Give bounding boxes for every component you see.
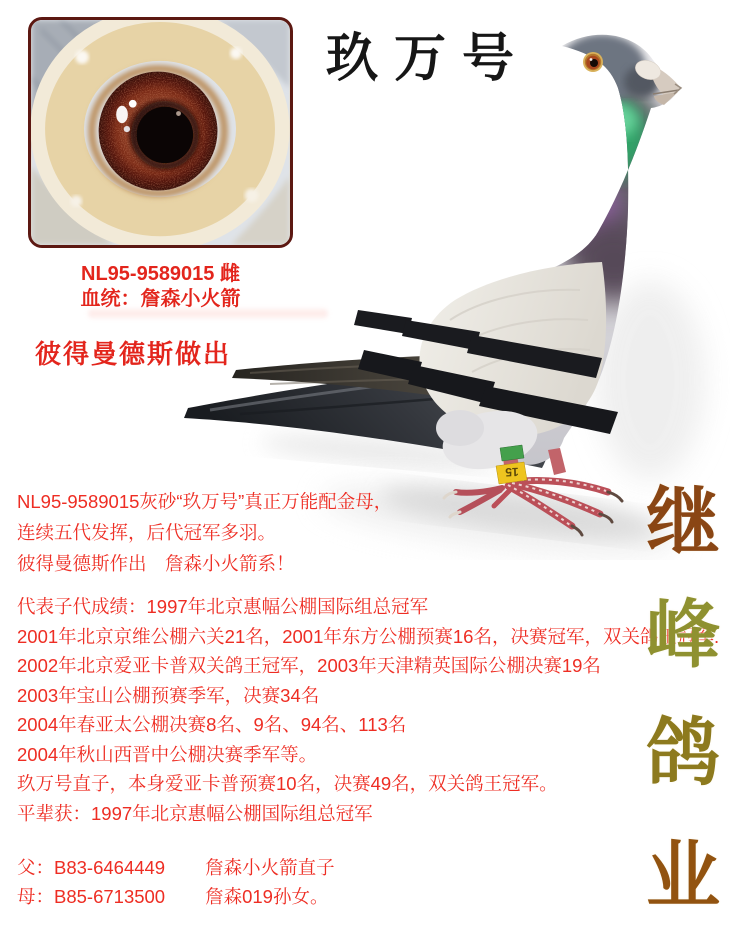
brand-char: 继	[646, 480, 720, 563]
achievement-line: 2003年宝山公棚预赛季军，决赛34名	[17, 684, 320, 706]
father-ring: 父：B83-6464449	[17, 857, 166, 878]
achievement-line: 玖万号直子，本身爱亚卡普预赛10名，决赛49名，双关鸽王冠军。	[17, 773, 558, 794]
achievements-text-block	[17, 592, 719, 828]
yellow-band	[496, 462, 527, 484]
father-line	[17, 853, 335, 882]
breeder-note: 彼得曼德斯做出	[35, 339, 232, 369]
achievement-line: 2002年北京爱亚卡普双关鸽王冠军，2003年天津精英国际公棚决赛19名	[17, 655, 601, 676]
loft-brand-vertical	[641, 0, 725, 925]
green-band	[500, 445, 524, 461]
pigeon-eye	[583, 52, 603, 72]
mother-line	[17, 882, 335, 911]
achievement-line: 2004年秋山西晋中公棚决赛季军等。	[17, 743, 318, 765]
father-desc: 詹森小火箭直子	[205, 857, 335, 878]
rear-tarsus	[548, 448, 566, 475]
pedigree-text-block	[17, 853, 335, 911]
intro-line: 彼得曼德斯作出 詹森小火箭系！	[17, 553, 295, 574]
band-number: 15	[505, 464, 519, 480]
achievement-line: 2004年春亚太公棚决赛8名、9名、94名、113名	[17, 714, 407, 735]
achievement-line: 2001年北京京维公棚六关21名，2001年东方公棚预赛16名，决赛冠军，双关鸽王冠军.	[17, 625, 720, 647]
ring-number-caption: NL95-9589015 雌	[81, 263, 240, 285]
bloodline-caption: 血统：詹森小火箭	[80, 288, 241, 310]
brand-char: 峰	[646, 593, 720, 676]
eye-close-up-photo	[28, 17, 293, 248]
mother-ring: 母：B85-6713500	[17, 886, 166, 907]
achievement-line: 代表子代成绩：1997年北京惠幅公棚国际组总冠军	[17, 596, 429, 617]
intro-text-block	[17, 486, 392, 579]
page-title: 玖万号	[326, 30, 531, 88]
intro-line: NL95-9589015灰砂“玖万号”真正万能配金母，	[17, 491, 393, 512]
iris	[99, 72, 218, 191]
pupil	[137, 107, 193, 163]
brand-char: 业	[646, 834, 720, 917]
brand-char: 鸽	[646, 711, 720, 794]
eye-photo-art	[31, 20, 290, 245]
intro-line: 连续五代发挥，后代冠军多羽。	[17, 522, 277, 543]
achievement-line: 平辈获：1997年北京惠幅公棚国际组总冠军	[17, 802, 373, 824]
mother-desc: 詹森019孙女。	[205, 886, 329, 907]
eye-highlight	[116, 106, 128, 124]
